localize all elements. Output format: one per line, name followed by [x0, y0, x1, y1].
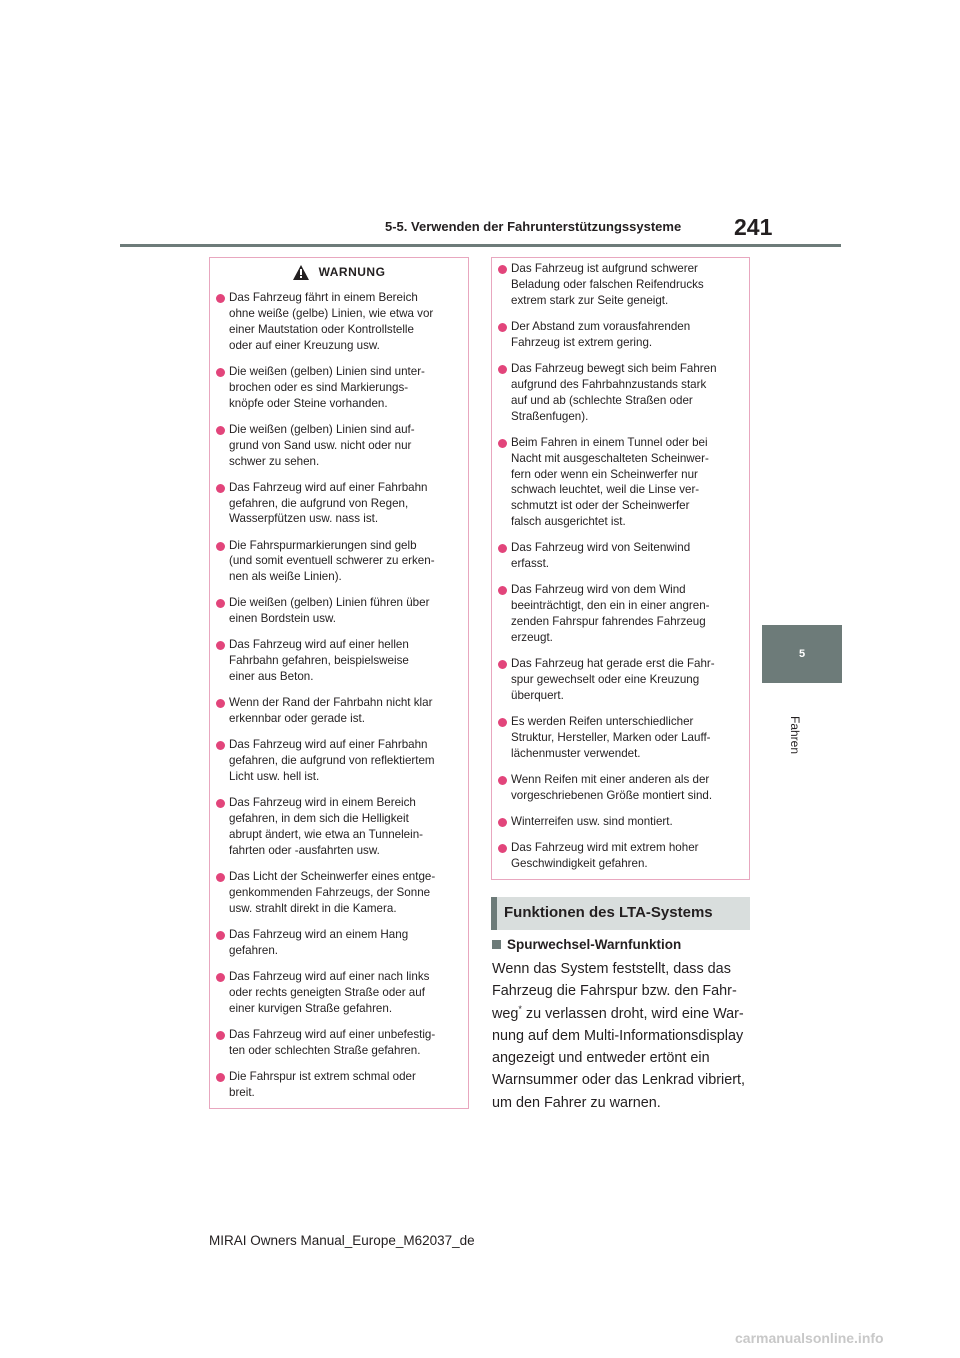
warning-item-text: Winterreifen usw. sind montiert.: [511, 814, 673, 828]
warning-item: [498, 540, 741, 572]
warning-item-text: Das Fahrzeug wird in einem Bereich gefahren, in dem sich die Helligkeit abrupt ändert, wie etwa an Tunnelein- fahrten oder -ausfahrten usw.: [229, 796, 423, 857]
footnote-marker: *: [518, 1003, 522, 1014]
bullet-icon: [498, 818, 507, 827]
bullet-icon: [216, 699, 225, 708]
section-accent: [491, 897, 497, 930]
bullet-icon: [216, 1031, 225, 1040]
warning-item: [216, 480, 460, 528]
warning-item: [216, 969, 460, 1017]
bullet-icon: [498, 365, 507, 374]
bullet-icon: [498, 718, 507, 727]
warning-item-text: Das Fahrzeug hat gerade erst die Fahr- spur gewechselt oder eine Kreuzung überquert.: [511, 657, 715, 702]
section-title-bar: [491, 897, 750, 930]
bullet-icon: [216, 426, 225, 435]
bullet-icon: [216, 294, 225, 303]
warning-item: [216, 927, 460, 959]
header-rule: [120, 244, 841, 247]
warning-item: [216, 795, 460, 859]
subheading: [492, 937, 681, 952]
warning-item-text: Das Fahrzeug wird mit extrem hoher Geschwindigkeit gefahren.: [511, 841, 699, 870]
warning-item: [216, 422, 460, 470]
bullet-icon: [216, 368, 225, 377]
bullet-icon: [216, 973, 225, 982]
warning-item: [216, 1027, 460, 1059]
bullet-icon: [498, 776, 507, 785]
warning-item: [498, 814, 741, 830]
warning-item: [216, 737, 460, 785]
warning-item: [498, 714, 741, 762]
warning-item: [216, 364, 460, 412]
warning-item: [498, 435, 741, 530]
warning-item-text: Die Fahrspurmarkierungen sind gelb (und somit eventuell schwerer zu erken- nen als weiße Linien).: [229, 538, 435, 584]
bullet-icon: [216, 741, 225, 750]
warning-item: [216, 869, 460, 917]
bullet-icon: [216, 931, 225, 940]
warning-item: [498, 319, 741, 351]
bullet-icon: [216, 599, 225, 608]
warning-item-text: Das Fahrzeug wird von dem Wind beeinträchtigt, den ein in einer angren- zenden Fahrspur fahrendes Fahrzeug erzeugt.: [511, 583, 710, 645]
warning-box-right: [491, 257, 750, 880]
section-title: Funktionen des LTA-Systems: [504, 904, 713, 921]
warning-item-text: Die weißen (gelben) Linien sind unter- brochen oder es sind Markierungs- knöpfe oder Steine vorhanden.: [229, 364, 425, 410]
bullet-icon: [216, 641, 225, 650]
bullet-icon: [498, 265, 507, 274]
bullet-icon: [498, 660, 507, 669]
warning-item: [216, 538, 460, 586]
bullet-icon: [216, 873, 225, 882]
bullet-icon: [216, 484, 225, 493]
warning-item-text: Das Fahrzeug wird auf einer Fahrbahn gefahren, die aufgrund von Regen, Wasserpfützen usw. nass ist.: [229, 480, 428, 526]
warning-item-text: Der Abstand zum vorausfahrenden Fahrzeug ist extrem gering.: [511, 319, 691, 349]
warning-item: [216, 695, 460, 727]
warning-item-text: Das Fahrzeug wird von Seitenwind erfasst.: [511, 541, 691, 571]
warning-list-right: [498, 261, 741, 882]
warning-item-text: Die weißen (gelben) Linien führen über einen Bordstein usw.: [229, 596, 430, 626]
warning-icon: [293, 265, 309, 280]
subheading-text: Spurwechsel-Warnfunktion: [507, 937, 682, 952]
warning-item: [216, 637, 460, 685]
bullet-icon: [216, 542, 225, 551]
watermark: carmanualsonline.info: [735, 1330, 884, 1346]
warning-item: [498, 840, 741, 872]
body-paragraph: [492, 958, 754, 1114]
warning-item-text: Die weißen (gelben) Linien sind auf- grund von Sand usw. nicht oder nur schwer zu sehen.: [229, 422, 415, 468]
warning-item-text: Das Licht der Scheinwerfer eines entge- genkommenden Fahrzeugs, der Sonne usw. strahlt direkt in die Kamera.: [229, 870, 436, 915]
warning-item-text: Wenn der Rand der Fahrbahn nicht klar erkennbar oder gerade ist.: [229, 696, 433, 726]
warning-item-text: Die Fahrspur ist extrem schmal oder breit.: [229, 1069, 416, 1099]
page-number: 241: [734, 214, 773, 240]
chapter-label: Fahren: [788, 716, 802, 755]
bullet-icon: [498, 544, 507, 553]
warning-item-text: Das Fahrzeug ist aufgrund schwerer Beladung oder falschen Reifendrucks extrem stark zur Seite geneigt.: [511, 262, 704, 307]
warning-item: [216, 290, 460, 354]
chapter-number: 5: [798, 648, 806, 660]
warning-item: [498, 772, 741, 804]
bullet-icon: [498, 844, 507, 853]
warning-item-text: Es werden Reifen unterschiedlicher Struktur, Hersteller, Marken oder Lauff- lächenmuster verwendet.: [511, 715, 711, 760]
warning-item-text: Wenn Reifen mit einer anderen als der vorgeschriebenen Größe montiert sind.: [511, 772, 713, 802]
bullet-icon: [498, 323, 507, 332]
warning-item-text: Das Fahrzeug wird auf einer unbefestig- ten oder schlechten Straße gefahren.: [229, 1027, 436, 1057]
bullet-icon: [216, 799, 225, 808]
body-text-part1: Wenn das System feststellt, dass das Fahrzeug die Fahrspur bzw. den Fahr-weg: [492, 961, 737, 1022]
header-section-title: 5-5. Verwenden der Fahrunterstützungssysteme: [385, 219, 682, 234]
warning-item-text: Das Fahrzeug wird auf einer nach links oder rechts geneigten Straße oder auf einer kurvigen Straße gefahren.: [229, 969, 430, 1015]
warning-item-text: Beim Fahren in einem Tunnel oder bei Nacht mit ausgeschalteten Scheinwer- fern oder wenn ein Scheinwerfer nur schwach leuchtet, weil die Linse ver- schmutzt ist oder der Scheinwerfer falsch ausgerichtet ist.: [511, 435, 709, 529]
warning-item: [498, 261, 741, 309]
warning-item: [498, 582, 741, 646]
warning-item: [498, 656, 741, 704]
square-bullet-icon: [492, 940, 501, 949]
warning-item-text: Das Fahrzeug wird auf einer Fahrbahn gefahren, die aufgrund von reflektiertem Licht usw. hell ist.: [229, 738, 435, 784]
body-text-part2: zu verlassen droht, wird eine War-nung auf dem Multi-Informationsdisplay angezeigt und entweder ertönt ein Warnsummer oder das Lenkrad vibriert, um den Fahrer zu warnen.: [492, 1005, 745, 1111]
warning-list-left: [216, 290, 460, 1111]
chapter-tab: [762, 625, 842, 683]
warning-title: WARNUNG: [318, 265, 386, 279]
warning-item-text: Das Fahrzeug fährt in einem Bereich ohne weiße (gelbe) Linien, wie etwa vor einer Mautstation oder Kontrollstelle oder auf einer Kreuzung usw.: [229, 291, 434, 352]
bullet-icon: [498, 586, 507, 595]
footer-manual-id: MIRAI Owners Manual_Europe_M62037_de: [209, 1233, 475, 1248]
warning-box-left: [209, 257, 469, 1109]
bullet-icon: [216, 1073, 225, 1082]
warning-item-text: Das Fahrzeug wird auf einer hellen Fahrbahn gefahren, beispielsweise einer aus Beton.: [229, 638, 409, 684]
warning-item-text: Das Fahrzeug wird an einem Hang gefahren.: [229, 927, 409, 957]
warning-item: [498, 361, 741, 425]
warning-item: [216, 595, 460, 627]
bullet-icon: [498, 439, 507, 448]
warning-header: [210, 258, 468, 286]
warning-item: [216, 1069, 460, 1101]
warning-item-text: Das Fahrzeug bewegt sich beim Fahren aufgrund des Fahrbahnzustands stark auf und ab (schlechte Straßen oder Straßenfugen).: [511, 361, 717, 423]
